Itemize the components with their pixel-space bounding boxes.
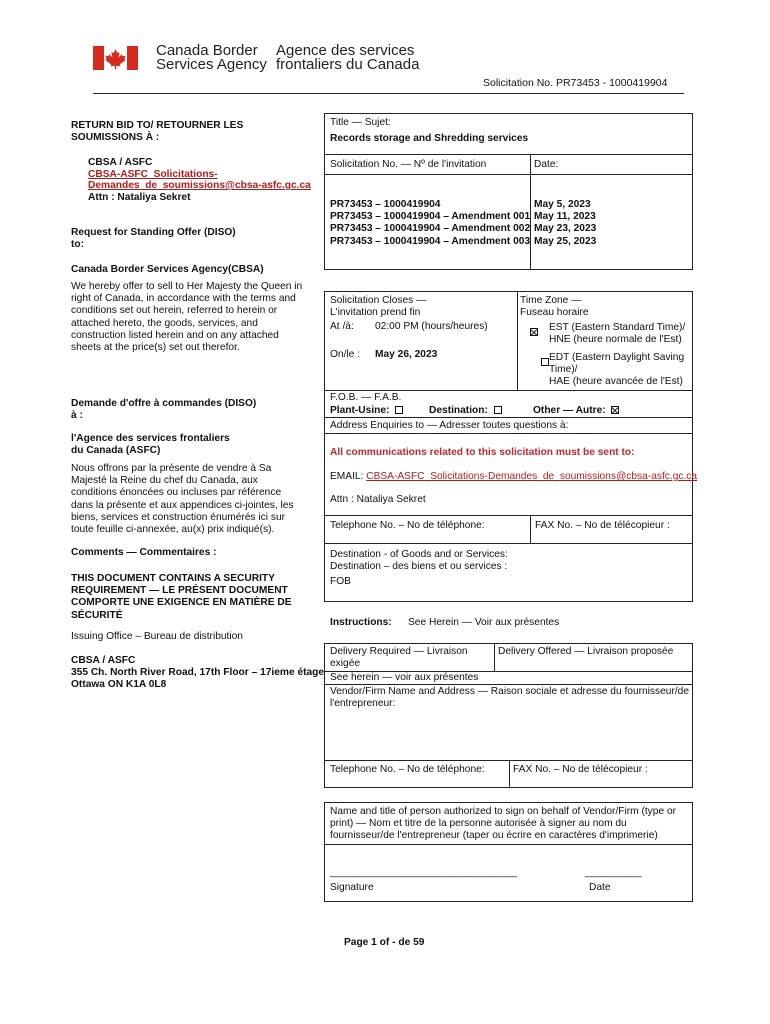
solicitation-number-header: Solicitation No. PR73453 - 1000419904: [483, 77, 668, 89]
vendor-tel-vdivider: [509, 760, 510, 788]
destination-goods-line1: Destination - of Goods and or Services:: [330, 549, 508, 560]
return-bid-attn: Attn : Nataliya Sekret: [88, 192, 191, 203]
plant-label: Plant-Usine:: [330, 405, 390, 416]
destination-goods-line2: Destination – des biens et ou services :: [330, 561, 508, 573]
closing-vdivider: [517, 291, 518, 390]
agency-name-fr-line1: Agence des services: [276, 42, 415, 59]
security-requirement: THIS DOCUMENT CONTAINS A SECURITY REQUIREMENT — LE PRÉSENT DOCUMENT COMPORTE UNE EXIGENCE EN MATIÈRE DE SÉCURITÉ: [71, 573, 292, 621]
signature-date-label: Date: [589, 882, 611, 893]
solicitation-date: May 23, 2023: [534, 223, 597, 235]
email-line: [330, 471, 697, 482]
return-bid-email-line1[interactable]: CBSA-ASFC_Solicitations-: [88, 169, 218, 180]
agency-name-fr: [276, 44, 419, 72]
plant-option: [330, 405, 403, 416]
request-standing-offer-to: to:: [71, 239, 85, 250]
enquiries-attn: Attn : Nataliya Sekret: [330, 494, 426, 505]
solicitation-date: May 11, 2023: [534, 211, 596, 223]
solicitation-number: PR73453 – 1000419904 – Amendment 002: [330, 223, 531, 235]
see-herein: See herein — voir aux présentes: [330, 672, 479, 683]
solicitation-dates: [534, 199, 596, 248]
return-bid-heading: RETURN BID TO/ RETOURNER LES SOUMISSIONS À :: [71, 120, 244, 144]
issuing-office-label: Issuing Office – Bureau de distribution: [71, 631, 243, 642]
other-option: [533, 405, 619, 416]
solicitation-date: May 25, 2023: [534, 235, 597, 247]
vendor-fax-label: FAX No. – No de télécopieur :: [513, 764, 648, 775]
return-bid-cbsa: CBSA / ASFC: [88, 157, 153, 168]
destination-goods-value: FOB: [330, 576, 351, 588]
closes-label: [330, 295, 426, 319]
edt-label-line2: Time)/: [549, 364, 578, 376]
vendor-label: Vendor/Firm Name and Address — Raison sociale et adresse du fournisseur/de l'entrepreneur:: [330, 686, 690, 710]
signature-divider: [324, 844, 693, 845]
solicitation-number: PR73453 – 1000419904 – Amendment 003: [330, 235, 531, 247]
est-label-line2: HNE (heure normale de l'Est): [549, 334, 682, 346]
offer-text-fr: Nous offrons par la présente de vendre à Sa Majesté la Reine du chef du Canada, aux conditions énoncées ou incluses par référence dans la présente et aux appendices ci-jointes, les biens, services et construction énumérés ici sur toute feuille ci-annexée, au(x) prix indiqué(s).: [71, 463, 294, 536]
at-value: 02:00 PM (hours/heures): [375, 321, 488, 332]
tel-vdivider: [530, 515, 531, 543]
demande-offre: Demande d'offre à commandes (DISO): [71, 398, 257, 409]
on-label: On/le :: [330, 349, 361, 360]
comm-divider: [324, 433, 693, 434]
delivery-offered-label: Delivery Offered — Livraison proposée: [498, 646, 674, 657]
agency-name-en-line1: Canada Border: [156, 42, 258, 59]
signature-label: Signature: [330, 882, 374, 893]
instructions-value: See Herein — Voir aux présentes: [408, 617, 560, 628]
edt-checkbox[interactable]: [541, 358, 549, 366]
header-divider: [93, 93, 684, 94]
on-value: May 26, 2023: [375, 349, 438, 360]
canada-flag-logo: [93, 46, 138, 70]
title-box-vdivider: [530, 154, 531, 270]
destination-checkbox[interactable]: [494, 406, 502, 414]
edt-label: [549, 352, 684, 389]
plant-checkbox[interactable]: [395, 406, 403, 414]
all-communications-note: All communications related to this solicitation must be sent to:: [330, 447, 635, 458]
closes-label-line1: Solicitation Closes —: [330, 295, 427, 306]
title-box-divider: [324, 154, 693, 155]
timezone-label: [520, 295, 589, 319]
destination-goods: [330, 549, 508, 589]
sol-header-divider: [324, 174, 693, 175]
agency-name-en: [156, 44, 267, 72]
solicitation-number: PR73453 – 1000419904: [330, 199, 441, 210]
tel-divider: [324, 515, 693, 516]
solicitation-date: May 5, 2023: [534, 199, 591, 210]
closes-label-line2: L'invitation prend fin: [330, 307, 421, 319]
destination-option: [429, 405, 502, 416]
est-label: [549, 322, 685, 346]
other-checkbox[interactable]: [611, 406, 619, 414]
destination-label: Destination:: [429, 405, 488, 416]
vendor-divider: [324, 684, 693, 685]
timezone-label-line2: Fuseau horaire: [520, 307, 589, 319]
at-label: At /à:: [330, 321, 354, 332]
issuing-address-line2: 355 Ch. North River Road, 17th Floor – 17ieme étage: [71, 667, 325, 678]
fob-divider: [324, 390, 693, 391]
est-checkbox[interactable]: [530, 328, 538, 336]
authorized-person-label: Name and title of person authorized to sign on behalf of Vendor/Firm (type or print) — Nom et titre de la personne autorisée à signer au nom du fournisseur/de l'entrepreneur (taper ou écrire en caractères d'imprimerie): [330, 806, 677, 842]
edt-label-line1: EDT (Eastern Daylight Saving: [549, 352, 685, 363]
est-label-line1: EST (Eastern Standard Time)/: [549, 322, 686, 333]
comments-label: Comments — Commentaires :: [71, 547, 217, 558]
delivery-required-line2: exigée: [330, 658, 361, 670]
solicitation-number: PR73453 – 1000419904 – Amendment 001: [330, 211, 531, 223]
address-divider: [324, 417, 693, 418]
address-enquiries-label: Address Enquiries to — Adresser toutes questions à:: [330, 420, 569, 431]
demande-offre-a: à :: [71, 410, 83, 421]
delivery-vdivider: [494, 643, 495, 671]
title-label: Title — Sujet:: [330, 117, 391, 128]
edt-label-line3: HAE (heure avancée de l'Est): [549, 376, 683, 388]
email-label: EMAIL:: [330, 471, 367, 482]
agence-line2: du Canada (ASFC): [71, 445, 161, 456]
issuing-address-line3: Ottawa ON K1A 0L8: [71, 679, 167, 690]
fax-label: FAX No. – No de télécopieur :: [535, 520, 670, 531]
date-label: Date:: [534, 159, 559, 170]
telephone-label: Telephone No. – No de téléphone:: [330, 520, 485, 531]
email-link[interactable]: CBSA-ASFC_Solicitations-Demandes_de_soumissions@cbsa-asfc.gc.ca: [366, 471, 698, 482]
delivery-required-line1: Delivery Required — Livraison: [330, 646, 468, 657]
signature-line: _________________________________: [330, 867, 517, 878]
dest-divider: [324, 543, 693, 544]
delivery-required-label: [330, 646, 468, 670]
offer-text-en: We hereby offer to sell to Her Majesty the Queen in right of Canada, in accordance with the terms and conditions set out herein, referred to herein or attached hereto, the goods, services, and construction listed herein and on any attached sheets at the price(s) set out therefor.: [71, 281, 303, 354]
fob-label: F.O.B. — F.A.B.: [330, 392, 402, 403]
return-bid-email-line2[interactable]: Demandes_de_soumissions@cbsa-asfc.gc.ca: [88, 180, 311, 191]
issuing-address-line1: CBSA / ASFC: [71, 655, 136, 666]
agency-label: Canada Border Services Agency(CBSA): [71, 264, 264, 275]
other-label: Other — Autre:: [533, 405, 606, 416]
solicitation-numbers: [330, 199, 530, 248]
agence-line1: l'Agence des services frontaliers: [71, 433, 230, 444]
title-value: Records storage and Shredding services: [330, 133, 529, 144]
request-standing-offer: Request for Standing Offer (DISO): [71, 227, 236, 238]
vendor-telephone-label: Telephone No. – No de téléphone:: [330, 764, 485, 775]
agency-name-en-line2: Services Agency: [156, 56, 267, 73]
timezone-label-line1: Time Zone —: [520, 295, 582, 306]
instructions-label: Instructions:: [330, 617, 392, 628]
solicitation-no-label: Solicitation No. — Nº de l'invitation: [330, 159, 487, 170]
agency-name-fr-line2: frontaliers du Canada: [276, 56, 420, 73]
date-line: __________: [585, 867, 642, 878]
page-number: Page 1 of - de 59: [344, 937, 425, 948]
